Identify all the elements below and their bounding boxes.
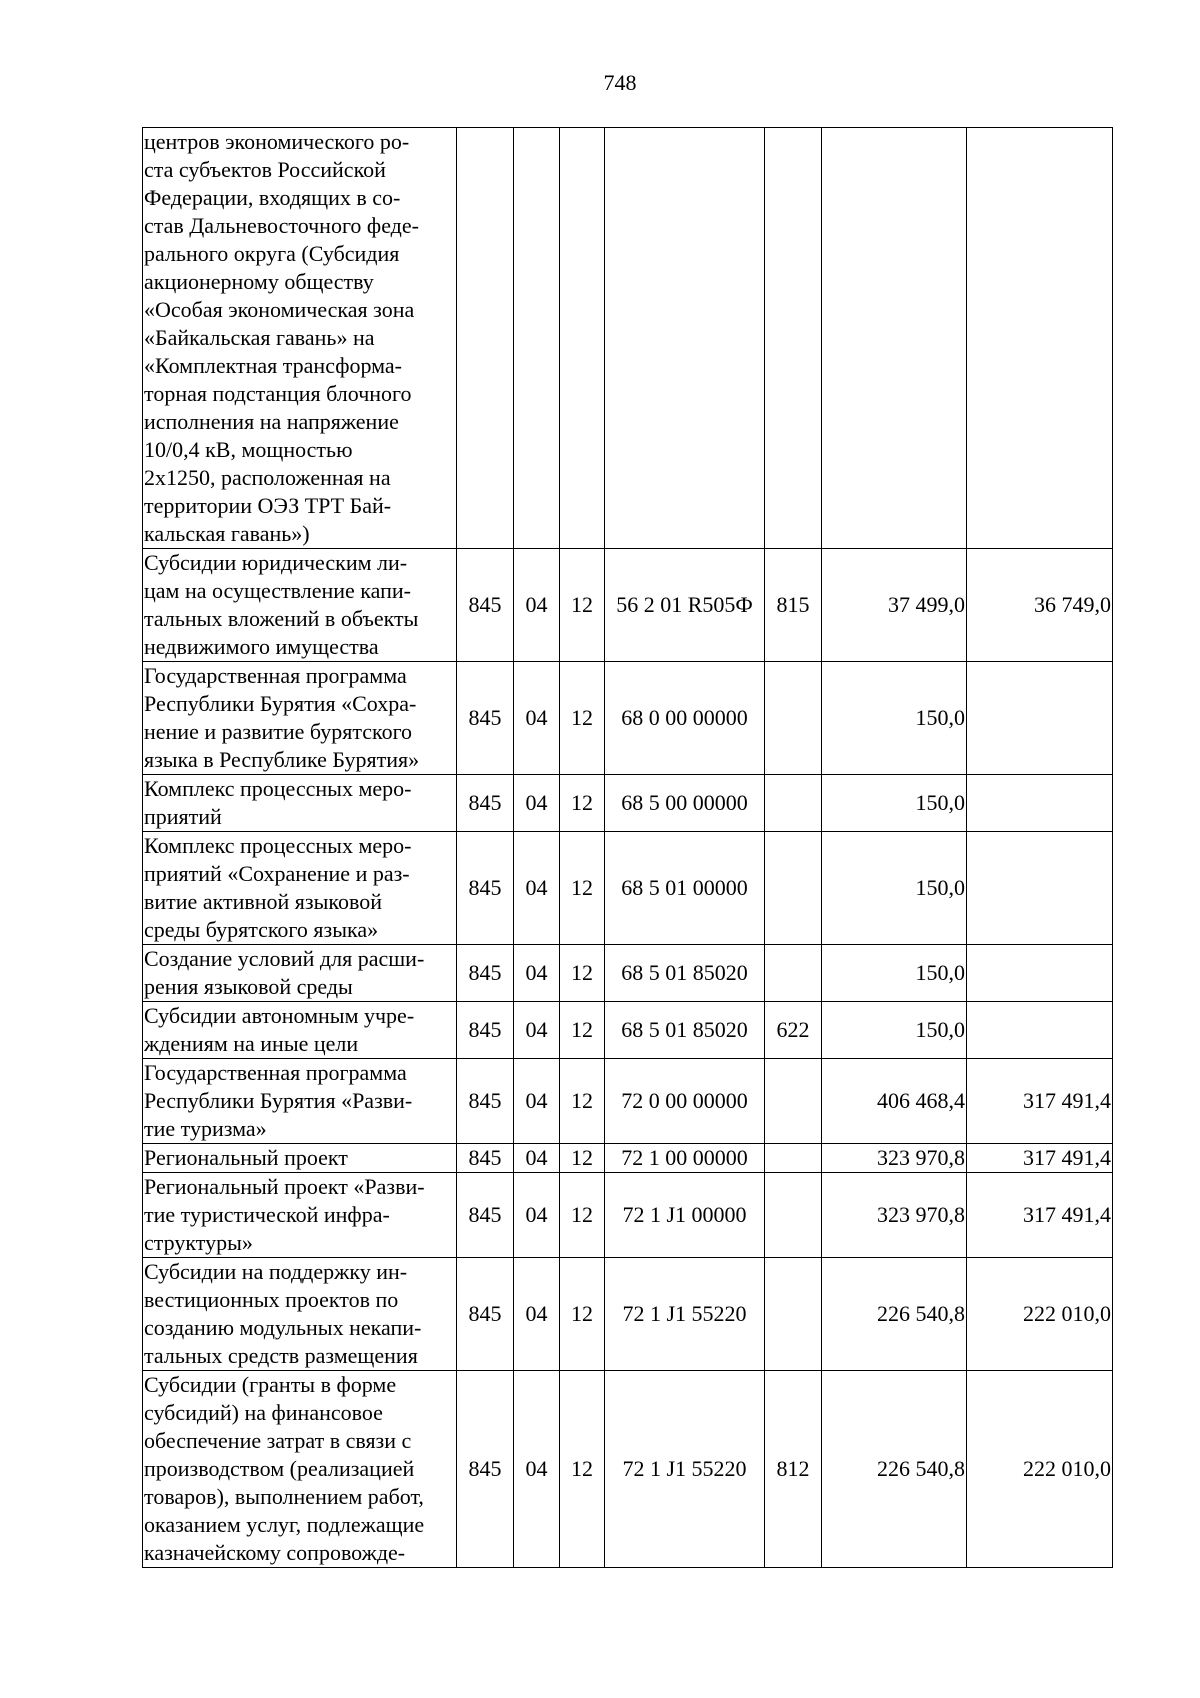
description-line: рального округа (Субсидия [144, 241, 400, 266]
description-line: Создание условий для расши- [144, 946, 425, 971]
description-line: обеспечение затрат в связи с [144, 1428, 412, 1453]
description-cell [143, 1258, 457, 1371]
target-article-cell [605, 128, 765, 549]
amount-year2-cell [967, 832, 1113, 945]
description-line: Субсидии (гранты в форме [144, 1372, 397, 1397]
description-cell [143, 1144, 457, 1173]
description-line: оказанием услуг, подлежащие [144, 1512, 425, 1537]
section-code-cell: 04 [514, 1371, 560, 1568]
description-line: языка в Республике Бурятия» [144, 747, 420, 772]
description-cell [143, 1173, 457, 1258]
ministry-code-cell: 845 [457, 1371, 514, 1568]
amount-year2-cell [967, 1002, 1113, 1059]
description-cell [143, 549, 457, 662]
amount-year1-cell: 226 540,8 [822, 1371, 967, 1568]
section-code-cell [514, 128, 560, 549]
expense-type-cell: 622 [765, 1002, 822, 1059]
description-line: ста субъектов Российской [144, 157, 386, 182]
amount-year2-cell [967, 775, 1113, 832]
expense-type-cell [765, 945, 822, 1002]
expense-type-cell [765, 1258, 822, 1371]
amount-year1-cell: 406 468,4 [822, 1059, 967, 1144]
description-line: тальных вложений в объекты [144, 606, 419, 631]
description-line: тие туристической инфра- [144, 1202, 390, 1227]
amount-year1-cell: 150,0 [822, 832, 967, 945]
amount-year1-cell: 323 970,8 [822, 1144, 967, 1173]
description-line: Республики Бурятия «Разви- [144, 1088, 413, 1113]
section-code-cell: 04 [514, 1258, 560, 1371]
amount-year1-cell: 37 499,0 [822, 549, 967, 662]
description-cell [143, 945, 457, 1002]
expense-type-cell [765, 1144, 822, 1173]
ministry-code-cell: 845 [457, 945, 514, 1002]
section-code-cell: 04 [514, 945, 560, 1002]
subsection-code-cell: 12 [560, 1258, 605, 1371]
amount-year1-cell: 226 540,8 [822, 1258, 967, 1371]
description-line: субсидий) на финансовое [144, 1400, 383, 1425]
description-line: вестиционных проектов по [144, 1287, 399, 1312]
expense-type-cell [765, 1173, 822, 1258]
subsection-code-cell: 12 [560, 832, 605, 945]
description-line: ждениям на иные цели [144, 1031, 359, 1056]
table-row [143, 775, 1113, 832]
description-line: исполнения на напряжение [144, 409, 399, 434]
table-row [143, 128, 1113, 549]
description-line: центров экономического ро- [144, 129, 410, 154]
description-line: казначейскому сопровожде- [144, 1540, 406, 1565]
description-line: Республики Бурятия «Сохра- [144, 691, 417, 716]
amount-year2-cell [967, 945, 1113, 1002]
amount-year2-cell [967, 662, 1113, 775]
description-line: акционерному обществу [144, 269, 374, 294]
table-row [143, 662, 1113, 775]
expense-type-cell [765, 832, 822, 945]
description-line: Региональный проект «Разви- [144, 1174, 425, 1199]
section-code-cell: 04 [514, 549, 560, 662]
ministry-code-cell: 845 [457, 549, 514, 662]
section-code-cell: 04 [514, 1173, 560, 1258]
description-line: товаров), выполнением работ, [144, 1484, 424, 1509]
section-code-cell: 04 [514, 1002, 560, 1059]
description-line: нение и развитие бурятского [144, 719, 413, 744]
description-line: территории ОЭЗ ТРТ Бай- [144, 493, 392, 518]
description-cell [143, 128, 457, 549]
target-article-cell: 68 5 01 00000 [605, 832, 765, 945]
description-cell [143, 775, 457, 832]
description-cell [143, 1002, 457, 1059]
description-line: Субсидии на поддержку ин- [144, 1259, 408, 1284]
expense-type-cell [765, 775, 822, 832]
amount-year1-cell: 150,0 [822, 662, 967, 775]
table-row [143, 1144, 1113, 1173]
subsection-code-cell: 12 [560, 1144, 605, 1173]
target-article-cell: 68 5 00 00000 [605, 775, 765, 832]
description-cell [143, 1371, 457, 1568]
expense-type-cell [765, 128, 822, 549]
expense-type-cell [765, 1059, 822, 1144]
amount-year2-cell: 317 491,4 [967, 1173, 1113, 1258]
section-code-cell: 04 [514, 1059, 560, 1144]
subsection-code-cell: 12 [560, 1002, 605, 1059]
target-article-cell: 72 1 J1 55220 [605, 1258, 765, 1371]
description-line: «Байкальская гавань» на [144, 325, 375, 350]
ministry-code-cell: 845 [457, 1002, 514, 1059]
table-row [143, 549, 1113, 662]
ministry-code-cell: 845 [457, 1059, 514, 1144]
description-line: Комплекс процессных меро- [144, 833, 412, 858]
subsection-code-cell: 12 [560, 549, 605, 662]
description-line: 10/0,4 кВ, мощностью [144, 437, 353, 462]
description-line: «Комплектная трансформа- [144, 353, 403, 378]
subsection-code-cell [560, 128, 605, 549]
amount-year1-cell: 150,0 [822, 945, 967, 1002]
description-line: Федерации, входящих в со- [144, 185, 401, 210]
table-row [143, 1258, 1113, 1371]
description-line: приятий «Сохранение и раз- [144, 861, 410, 886]
description-line: 2x1250, расположенная на [144, 465, 391, 490]
description-line: цам на осуществление капи- [144, 578, 412, 603]
ministry-code-cell: 845 [457, 1144, 514, 1173]
expense-type-cell [765, 662, 822, 775]
subsection-code-cell: 12 [560, 1059, 605, 1144]
section-code-cell: 04 [514, 832, 560, 945]
subsection-code-cell: 12 [560, 945, 605, 1002]
ministry-code-cell: 845 [457, 1173, 514, 1258]
description-cell [143, 832, 457, 945]
expense-type-cell: 812 [765, 1371, 822, 1568]
amount-year1-cell: 150,0 [822, 1002, 967, 1059]
description-line: став Дальневосточного феде- [144, 213, 419, 238]
description-line: структуры» [144, 1230, 253, 1255]
description-line: торная подстанция блочного [144, 381, 412, 406]
amount-year2-cell: 36 749,0 [967, 549, 1113, 662]
amount-year2-cell: 317 491,4 [967, 1059, 1113, 1144]
description-line: производством (реализацией [144, 1456, 415, 1481]
amount-year1-cell [822, 128, 967, 549]
amount-year2-cell [967, 128, 1113, 549]
description-line: тальных средств размещения [144, 1343, 418, 1368]
ministry-code-cell: 845 [457, 832, 514, 945]
description-line: тие туризма» [144, 1116, 267, 1141]
ministry-code-cell: 845 [457, 775, 514, 832]
amount-year1-cell: 150,0 [822, 775, 967, 832]
section-code-cell: 04 [514, 775, 560, 832]
budget-table [142, 127, 1113, 1568]
ministry-code-cell: 845 [457, 1258, 514, 1371]
target-article-cell: 72 1 J1 00000 [605, 1173, 765, 1258]
target-article-cell: 72 1 00 00000 [605, 1144, 765, 1173]
description-line: Государственная программа [144, 1060, 407, 1085]
target-article-cell: 72 0 00 00000 [605, 1059, 765, 1144]
amount-year2-cell: 317 491,4 [967, 1144, 1113, 1173]
section-code-cell: 04 [514, 662, 560, 775]
description-line: кальская гавань») [144, 521, 310, 546]
description-line: Региональный проект [144, 1145, 348, 1170]
expense-type-cell: 815 [765, 549, 822, 662]
ministry-code-cell: 845 [457, 662, 514, 775]
subsection-code-cell: 12 [560, 1371, 605, 1568]
subsection-code-cell: 12 [560, 775, 605, 832]
description-line: Субсидии юридическим ли- [144, 550, 408, 575]
subsection-code-cell: 12 [560, 662, 605, 775]
description-line: рения языковой среды [144, 974, 353, 999]
amount-year2-cell: 222 010,0 [967, 1258, 1113, 1371]
description-line: витие активной языковой [144, 889, 382, 914]
table-row [143, 1371, 1113, 1568]
amount-year2-cell: 222 010,0 [967, 1371, 1113, 1568]
target-article-cell: 68 5 01 85020 [605, 945, 765, 1002]
subsection-code-cell: 12 [560, 1173, 605, 1258]
description-line: среды бурятского языка» [144, 917, 379, 942]
target-article-cell: 56 2 01 R505Ф [605, 549, 765, 662]
section-code-cell: 04 [514, 1144, 560, 1173]
description-line: недвижимого имущества [144, 634, 379, 659]
description-line: созданию модульных некапи- [144, 1315, 422, 1340]
target-article-cell: 68 0 00 00000 [605, 662, 765, 775]
table-row [143, 1002, 1113, 1059]
amount-year1-cell: 323 970,8 [822, 1173, 967, 1258]
description-line: Субсидии автономным учре- [144, 1003, 415, 1028]
description-line: «Особая экономическая зона [144, 297, 415, 322]
target-article-cell: 72 1 J1 55220 [605, 1371, 765, 1568]
description-cell [143, 662, 457, 775]
target-article-cell: 68 5 01 85020 [605, 1002, 765, 1059]
description-line: приятий [144, 804, 222, 829]
ministry-code-cell [457, 128, 514, 549]
table-row [143, 832, 1113, 945]
table-row [143, 945, 1113, 1002]
table-row [143, 1173, 1113, 1258]
table-row [143, 1059, 1113, 1144]
description-cell [143, 1059, 457, 1144]
page-number: 748 [603, 70, 637, 95]
description-line: Государственная программа [144, 663, 407, 688]
table-body [143, 128, 1113, 1568]
description-line: Комплекс процессных меро- [144, 776, 412, 801]
